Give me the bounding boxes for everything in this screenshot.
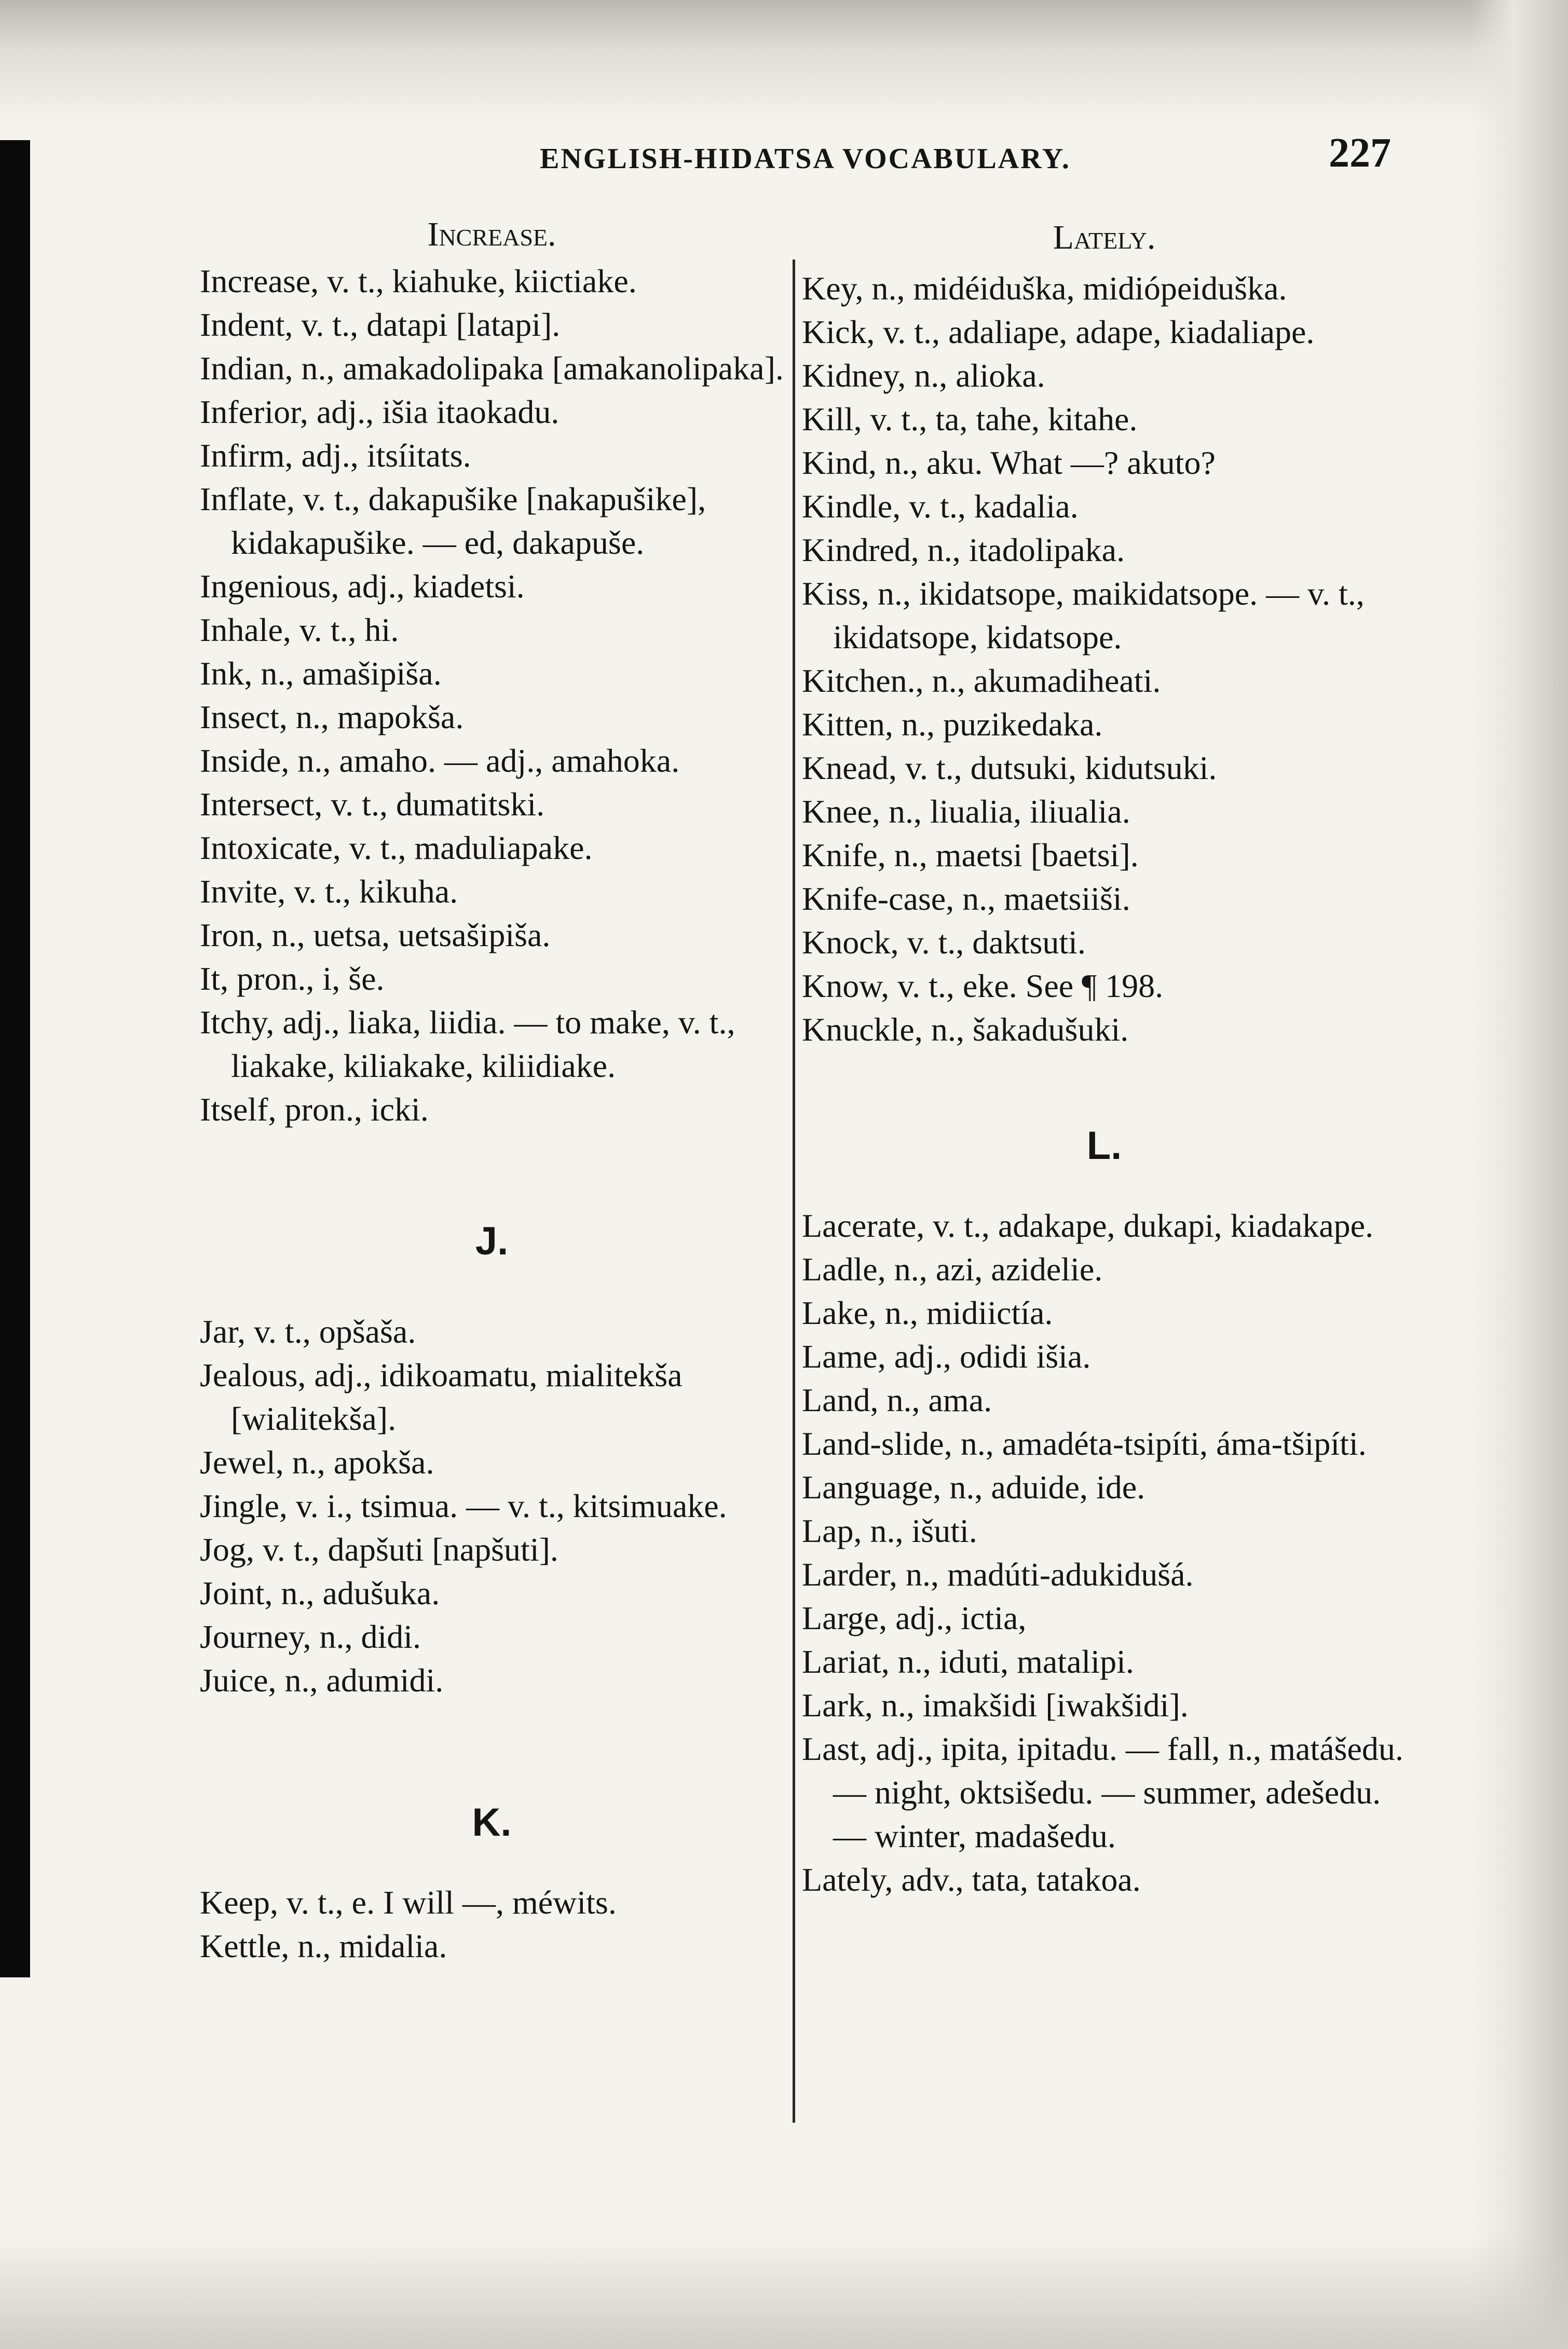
entries-j: [200, 1310, 784, 1702]
dictionary-entry: Intersect, v. t., dumatitski.: [200, 786, 545, 823]
dictionary-entry: Kill, v. t., ta, tahe, kitahe.: [802, 401, 1138, 438]
dictionary-entry: Lacerate, v. t., adakape, dukapi, kiadakape.: [802, 1207, 1374, 1244]
dictionary-entry: Increase, v. t., kiahuke, kiictiake.: [200, 263, 637, 299]
dictionary-entry: Kiss, n., ikidatsope, maikidatsope. — v. t., ikidatsope, kidatsope.: [802, 575, 1365, 655]
dictionary-entry: Inflate, v. t., dakapušike [nakapušike], kidakapušike. — ed, dakapuše.: [200, 481, 706, 561]
dictionary-entry: Invite, v. t., kikuha.: [200, 873, 458, 910]
section-letter-j: J.: [475, 1219, 509, 1263]
dictionary-entry: Inhale, v. t., hi.: [200, 611, 399, 648]
dictionary-entry: Knee, n., liualia, iliualia.: [802, 793, 1130, 830]
dictionary-entry: Inferior, adj., išia itaokadu.: [200, 393, 560, 430]
dictionary-entry: Itself, pron., icki.: [200, 1091, 429, 1128]
page-header: [540, 130, 1391, 187]
dictionary-entry: Lame, adj., odidi išia.: [802, 1338, 1091, 1375]
dictionary-entry: Kitchen., n., akumadiheati.: [802, 662, 1161, 699]
dictionary-entry: Kindle, v. t., kadalia.: [802, 488, 1079, 525]
dictionary-entry: Insect, n., mapokša.: [200, 699, 464, 735]
dictionary-entry: Last, adj., ipita, ipitadu. — fall, n., matášedu. — night, oktsišedu. — summer, adešedu. — winter, madašedu.: [802, 1730, 1403, 1854]
dictionary-entry: Jog, v. t., dapšuti [napšuti].: [200, 1531, 558, 1568]
dictionary-entry: Ladle, n., azi, azidelie.: [802, 1251, 1103, 1288]
dictionary-entry: Kidney, n., alioka.: [802, 357, 1045, 394]
dictionary-entry: Journey, n., didi.: [200, 1618, 421, 1655]
scan-edge-right: [1469, 0, 1568, 2349]
dictionary-entry: Lap, n., išuti.: [802, 1512, 977, 1549]
dictionary-entry: Jealous, adj., idikoamatu, mialitekša [wialitekša].: [200, 1357, 683, 1437]
dictionary-entry: Inside, n., amaho. — adj., amahoka.: [200, 742, 680, 779]
left-column: [200, 213, 784, 1968]
dictionary-entry: Joint, n., adušuka.: [200, 1575, 440, 1611]
dictionary-entry: It, pron., i, še.: [200, 960, 385, 997]
dictionary-entry: Ink, n., amašipiša.: [200, 655, 442, 692]
dictionary-entry: Kindred, n., itadolipaka.: [802, 531, 1125, 568]
scan-edge-top: [0, 0, 1568, 125]
dictionary-entry: Land-slide, n., amadéta-tsipíti, áma-tšipíti.: [802, 1425, 1367, 1462]
dictionary-entry: Jewel, n., apokša.: [200, 1444, 434, 1481]
dictionary-entry: Know, v. t., eke. See ¶ 198.: [802, 967, 1164, 1004]
entries-k-right: [802, 267, 1407, 1051]
dictionary-entry: Knuckle, n., šakadušuki.: [802, 1011, 1129, 1048]
dictionary-entry: Jingle, v. i., tsimua. — v. t., kitsimuake.: [200, 1487, 727, 1524]
section-letter-l: L.: [1086, 1124, 1122, 1168]
dictionary-entry: Larder, n., madúti-adukidušá.: [802, 1556, 1194, 1593]
right-column: [802, 213, 1407, 1902]
dictionary-entry: Land, n., ama.: [802, 1382, 992, 1418]
dictionary-entry: Juice, n., adumidi.: [200, 1662, 444, 1699]
dictionary-entry: Ingenious, adj., kiadetsi.: [200, 568, 525, 605]
dictionary-entry: Kettle, n., midalia.: [200, 1928, 447, 1964]
entries-l: [802, 1204, 1407, 1902]
dictionary-entry: Knife, n., maetsi [baetsi].: [802, 837, 1139, 873]
entries-i: [200, 260, 784, 1131]
dictionary-entry: Lately, adv., tata, tatakoa.: [802, 1861, 1141, 1898]
dictionary-entry: Language, n., aduide, ide.: [802, 1469, 1146, 1506]
guide-word: Lately.: [1053, 218, 1156, 256]
dictionary-entry: Large, adj., ictia,: [802, 1600, 1027, 1636]
column-divider: [793, 260, 795, 2123]
dictionary-entry: Kitten, n., puzikedaka.: [802, 706, 1103, 743]
dictionary-entry: Lariat, n., iduti, matalipi.: [802, 1643, 1134, 1680]
entries-k-left: [200, 1881, 784, 1968]
running-title: ENGLISH-HIDATSA VOCABULARY.: [540, 143, 1071, 175]
dictionary-entry: Lake, n., midiictía.: [802, 1294, 1053, 1331]
dictionary-entry: Indian, n., amakadolipaka [amakanolipaka].: [200, 350, 784, 387]
dictionary-entry: Keep, v. t., e. I will —, méwits.: [200, 1884, 617, 1921]
scan-edge-bottom: [0, 2235, 1568, 2349]
binding-edge: [0, 140, 30, 1977]
dictionary-entry: Itchy, adj., liaka, liidia. — to make, v. t., liakake, kiliakake, kiliidiake.: [200, 1004, 735, 1084]
dictionary-entry: Key, n., midéiduška, midiópeiduška.: [802, 270, 1287, 307]
dictionary-entry: Knock, v. t., daktsuti.: [802, 924, 1086, 961]
dictionary-entry: Jar, v. t., opšaša.: [200, 1313, 416, 1350]
dictionary-entry: Knead, v. t., dutsuki, kidutsuki.: [802, 749, 1217, 786]
dictionary-entry: Infirm, adj., itsíitats.: [200, 437, 471, 474]
dictionary-entry: Kind, n., aku. What —? akuto?: [802, 444, 1216, 481]
page-number: 227: [1329, 130, 1391, 176]
dictionary-entry: Indent, v. t., datapi [latapi].: [200, 306, 561, 343]
guide-word: Increase.: [427, 215, 556, 253]
dictionary-entry: Lark, n., imakšidi [iwakšidi].: [802, 1687, 1189, 1724]
dictionary-entry: Iron, n., uetsa, uetsašipiša.: [200, 917, 551, 953]
dictionary-entry: Knife-case, n., maetsiiši.: [802, 880, 1130, 917]
section-letter-k: K.: [472, 1800, 512, 1845]
dictionary-entry: Kick, v. t., adaliape, adape, kiadaliape.: [802, 313, 1315, 350]
dictionary-entry: Intoxicate, v. t., maduliapake.: [200, 829, 593, 866]
